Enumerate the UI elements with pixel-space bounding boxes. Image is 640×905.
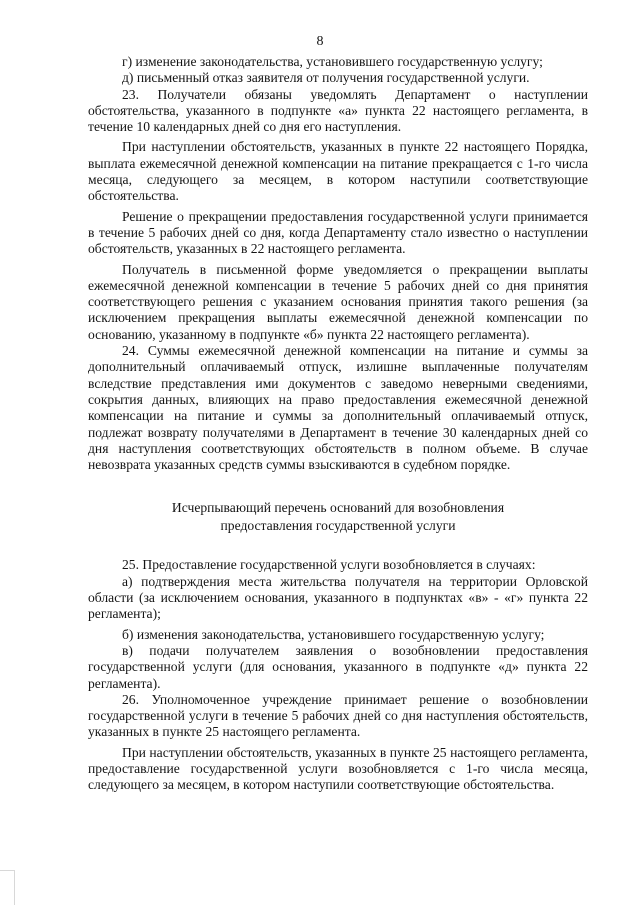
paragraph-clause-26: 26. Уполномоченное учреждение принимает решение о возобновлении государственной услуги в течение 5 рабочих дней со дня наступления обстоятельств, указанных в пункте 25 настоящего регламента.: [88, 691, 588, 740]
paragraph-clause-25-a: а) подтверждения места жительства получателя на территории Орловской области (за исключением основания, указанного в подпунктах «в» - «г» пункта 22 регламента);: [88, 573, 588, 622]
paragraph-clause-23: 23. Получатели обязаны уведомлять Департамент о наступлении обстоятельства, указанного в подпункте «а» пункта 22 настоящего регламента, в течение 10 календарных дней со дня его наступления.: [88, 86, 588, 135]
paragraph-clause-23-decision: Решение о прекращении предоставления государственной услуги принимается в течение 5 рабочих дней со дня, когда Департаменту стало известно о наступлении обстоятельств, указанных в 22 настоящего регламента.: [88, 208, 588, 257]
paragraph-clause-25: 25. Предоставление государственной услуги возобновляется в случаях:: [122, 557, 536, 573]
paragraph-clause-25-v: в) подачи получателем заявления о возобновлении предоставления государственной услуги (для основания, указанного в подпункте «д» пункта 22 регламента).: [88, 642, 588, 691]
paragraph-clause-23-termination: При наступлении обстоятельств, указанных в пункте 22 настоящего Порядка, выплата ежемесячной денежной компенсации на питание прекращается с 1-го числа месяца, следующего за месяцем, в котором наступили соответствующие обстоятельства.: [88, 139, 588, 204]
section-heading-line-1: Исчерпывающий перечень оснований для возобновления: [171, 500, 505, 516]
paragraph-item-g: г) изменение законодательства, установившего государственную услугу;: [122, 54, 543, 69]
paragraph-clause-25-b: б) изменения законодательства, установившего государственную услугу;: [122, 626, 545, 642]
paragraph-clause-24: 24. Суммы ежемесячной денежной компенсации на питание и суммы за дополнительный оплачиваемый отпуск, излишне выплаченные получателям вследствие представления ими документов с заведомо неверными сведениями, сокрытия данных, влияющих на право предоставления ежемесячной денежной компенсации на питание и суммы за дополнительный оплачиваемый отпуск, подлежат возврату получателями в Департамент в течение 30 календарных дней со дня наступления соответствующих обстоятельств в полном объеме. В случае невозврата указанных средств суммы взыскиваются в судебном порядке.: [88, 343, 588, 473]
paragraph-clause-23-notification: Получатель в письменной форме уведомляется о прекращении выплаты ежемесячной денежной компенсации в течение 5 рабочих дней со дня принятия соответствующего решения с указанием основания принятия такого решения (за исключением прекращения выплаты ежемесячной денежной компенсации по основанию, указанному в подпункте «б» пункта 22 настоящего регламента).: [88, 261, 588, 342]
document-body: [88, 54, 588, 794]
paragraph-item-d: д) письменный отказ заявителя от получения государственной услуги.: [122, 70, 530, 86]
scan-edge-mark: [0, 870, 15, 905]
paragraph-clause-26-resumption: При наступлении обстоятельств, указанных в пункте 25 настоящего регламента, предоставление государственной услуги возобновляется с 1-го числа месяца, следующего за месяцем, в котором наступили соответствующие обстоятельства.: [88, 744, 588, 793]
section-heading-line-2: предоставления государственной услуги: [220, 518, 456, 534]
section-heading: [88, 499, 588, 535]
page-number: 8: [316, 34, 324, 49]
